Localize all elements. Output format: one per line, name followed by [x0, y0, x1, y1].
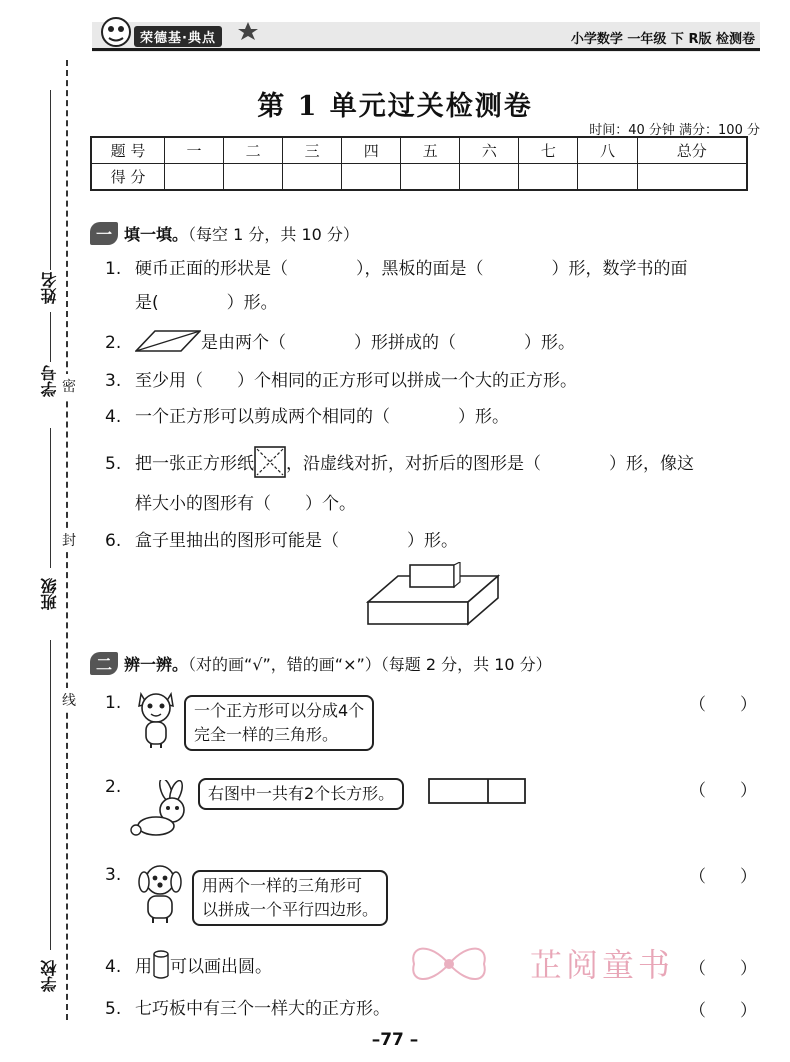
score-input[interactable] [283, 164, 342, 191]
answer-paren-4[interactable]: （ ） [689, 959, 757, 979]
score-cell: 一 [165, 137, 224, 164]
s1-question-2 [105, 328, 575, 358]
question-text: 用 [135, 957, 152, 977]
s1-question-6 [105, 526, 458, 556]
two-rectangles-figure [428, 778, 526, 804]
question-number: 5. [105, 454, 122, 474]
s1-question-1-cont: 是( ）形。 [135, 293, 278, 313]
logo-text: 荣德基·典点 [134, 26, 222, 47]
question-text: 可以画出圆。 [170, 957, 272, 977]
series-label: 小学数学 一年级 下 R版 检测卷 [570, 32, 755, 47]
score-cell: 三 [283, 137, 342, 164]
student-no-line [50, 312, 51, 362]
score-cell: 二 [224, 137, 283, 164]
s1-question-5-cont: 样大小的图形有（ ）个。 [135, 494, 356, 514]
question-text: 一个正方形可以分成4个 [194, 701, 365, 720]
question-number: 2. [105, 333, 122, 353]
score-cell: 总分 [637, 137, 747, 164]
cylinder-icon [152, 950, 170, 980]
question-text: 用两个一样的三角形可 [202, 876, 363, 895]
s1-question-5 [105, 446, 694, 479]
score-input[interactable] [165, 164, 224, 191]
page-number: –77 – [371, 1030, 419, 1050]
parallelogram-icon [135, 330, 201, 352]
s2-q2-number: 2. [105, 777, 122, 797]
score-input[interactable] [637, 164, 747, 191]
score-cell: 六 [460, 137, 519, 164]
score-row-header [91, 137, 747, 164]
s2-q3-number: 3. [105, 865, 122, 885]
question-text: 盒子里抽出的图形可能是（ ）形。 [135, 531, 458, 551]
question-number: 6. [105, 531, 122, 551]
s2-q3-bubble [192, 870, 388, 926]
question-number: 4. [105, 407, 122, 427]
answer-paren-1[interactable]: （ ） [689, 695, 757, 715]
section1-number: 一 [90, 222, 118, 245]
score-input[interactable] [578, 164, 637, 191]
seal-feng: 封 [62, 528, 76, 552]
question-text: 是由两个（ ）形拼成的（ ）形。 [201, 333, 575, 353]
rabbit-mascot-icon [128, 780, 198, 840]
section1-title: 填一填。 [124, 225, 189, 244]
s2-q2-bubble: 右图中一共有2个长方形。 [198, 778, 404, 810]
answer-paren-3[interactable]: （ ） [689, 867, 757, 887]
name-label: 姓名 [40, 272, 59, 304]
student-no-label: 学号 [40, 365, 59, 397]
score-input[interactable] [519, 164, 578, 191]
score-row-values [91, 164, 747, 191]
exam-meta: 时间：40 分钟 满分：100 分 [589, 123, 760, 138]
seal-xian: 线 [62, 688, 76, 712]
school-line [50, 640, 51, 950]
question-number: 3. [105, 371, 122, 391]
folded-square-icon [254, 446, 286, 478]
question-number: 5. [105, 999, 122, 1019]
section1-heading [90, 222, 359, 245]
section2-number: 二 [90, 652, 118, 675]
score-cell: 七 [519, 137, 578, 164]
question-text: 一个正方形可以剪成两个相同的（ ）形。 [135, 407, 509, 427]
seal-mi: 密 [62, 374, 76, 398]
watermark-bow-icon [404, 936, 494, 992]
score-cell: 得 分 [91, 164, 165, 191]
score-cell: 五 [401, 137, 460, 164]
page-title: 第 1 单元过关检测卷 [257, 91, 533, 122]
tissue-box-icon [366, 562, 500, 626]
question-text: 七巧板中有三个一样大的正方形。 [135, 999, 390, 1019]
answer-paren-5[interactable]: （ ） [689, 1001, 757, 1021]
question-text: 把一张正方形纸 [135, 454, 254, 474]
score-cell: 题 号 [91, 137, 165, 164]
s1-question-4 [105, 402, 509, 432]
score-cell: 四 [342, 137, 401, 164]
question-text: 硬币正面的形状是（ ），黑板的面是（ ）形，数学书的面 [135, 259, 688, 279]
question-text: 完全一样的三角形。 [194, 725, 339, 744]
s2-question-4 [105, 950, 272, 982]
class-label: 班级 [40, 578, 59, 610]
section2-title: 辨一辨。 [124, 655, 189, 674]
score-cell: 八 [578, 137, 637, 164]
score-input[interactable] [342, 164, 401, 191]
score-input[interactable] [401, 164, 460, 191]
question-text: 以拼成一个平行四边形。 [202, 900, 379, 919]
section1-note: （每空 1 分，共 10 分） [188, 225, 359, 244]
cat-mascot-icon [133, 688, 179, 750]
question-text: ，沿虚线对折，对折后的图形是（ ）形，像这 [286, 454, 694, 474]
question-number: 4. [105, 957, 122, 977]
s2-question-5 [105, 994, 390, 1024]
score-table [90, 136, 748, 191]
question-number: 1. [105, 259, 122, 279]
s1-question-3 [105, 366, 577, 396]
section2-heading [90, 652, 552, 675]
score-input[interactable] [224, 164, 283, 191]
class-line [50, 428, 51, 568]
dog-mascot-icon [132, 860, 188, 926]
s2-q1-bubble [184, 695, 374, 751]
score-input[interactable] [460, 164, 519, 191]
section2-note: （对的画“√”，错的画“×”）（每题 2 分，共 10 分） [188, 655, 552, 674]
question-text: 至少用（ ）个相同的正方形可以拼成一个大的正方形。 [135, 371, 577, 391]
s2-q1-number: 1. [105, 693, 122, 713]
answer-paren-2[interactable]: （ ） [689, 781, 757, 801]
s1-question-1 [105, 254, 688, 284]
watermark-text: 芷阅童书 [530, 946, 675, 984]
school-label: 学校 [40, 960, 59, 992]
